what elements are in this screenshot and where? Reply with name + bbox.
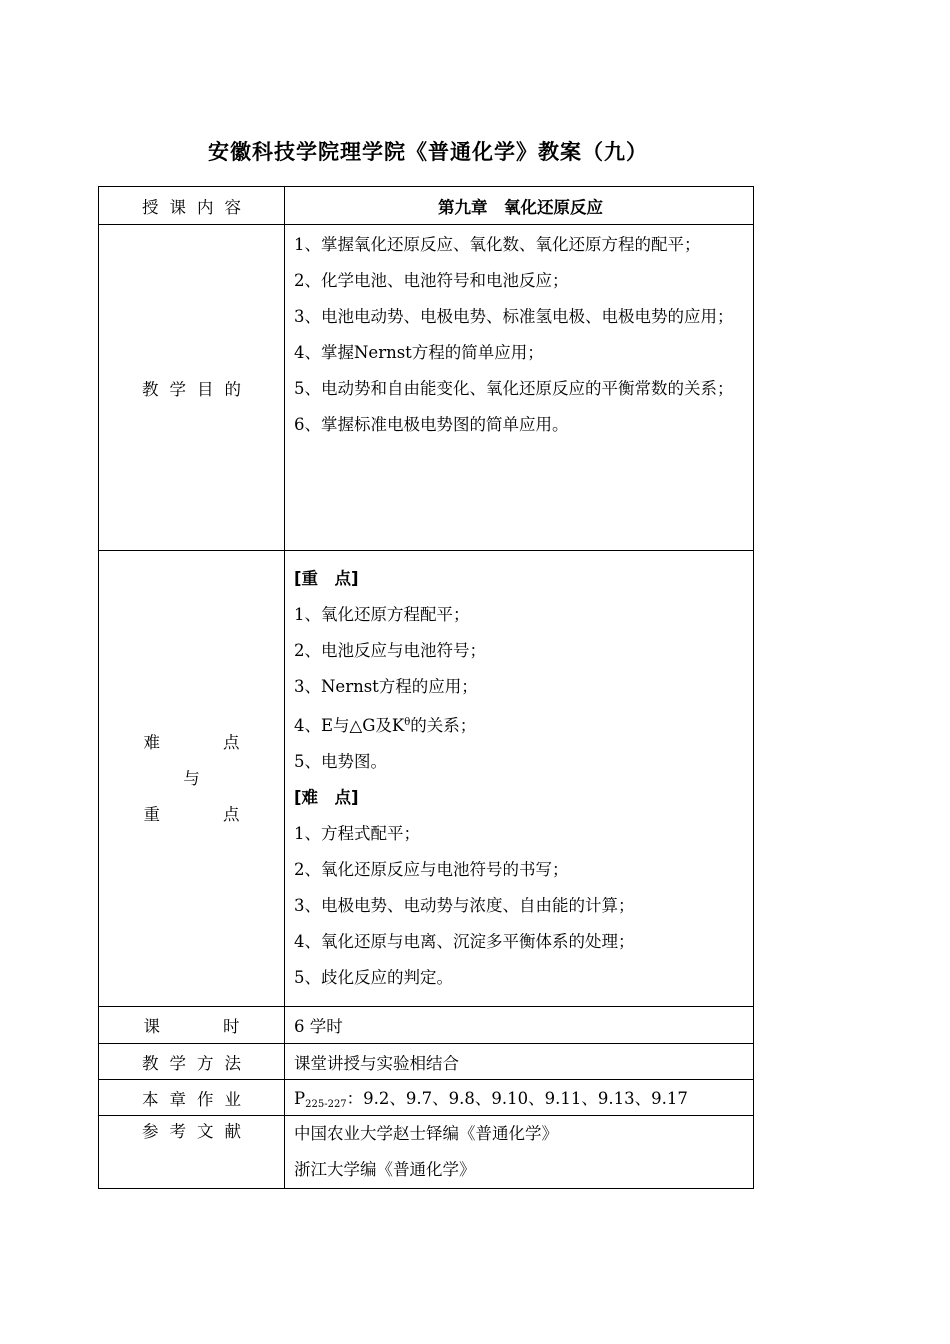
row-references xyxy=(99,1116,754,1189)
key-point-item: 2、电池反应与电池符号； xyxy=(294,641,486,660)
label-hours-char: 时 xyxy=(223,1017,240,1036)
key-point-item: 1、氧化还原方程配平； xyxy=(294,605,470,624)
objective-item: 1、掌握氧化还原反应、氧化数、氧化还原方程的配平； xyxy=(294,235,701,254)
objective-item: 6、掌握标准电极电势图的简单应用。 xyxy=(294,415,569,434)
label-topic xyxy=(99,187,285,225)
label-keypoints-char: 点 xyxy=(223,804,240,824)
label-objectives-text: 教学目的 xyxy=(142,379,252,399)
keypoints-list xyxy=(285,551,754,1007)
row-objectives xyxy=(99,225,754,551)
key-point-item: 3、Nernst方程的应用； xyxy=(294,677,478,696)
hours-value: 6 学时 xyxy=(285,1007,754,1044)
homework-value xyxy=(285,1080,754,1116)
row-hours xyxy=(99,1007,754,1044)
label-topic-text: 授课内容 xyxy=(142,197,252,217)
row-method xyxy=(99,1044,754,1080)
label-objectives xyxy=(99,225,285,551)
label-homework xyxy=(99,1080,285,1116)
objective-item: 2、化学电池、电池符号和电池反应； xyxy=(294,271,569,290)
chapter-title: 第九章 氧化还原反应 xyxy=(285,187,754,225)
label-keypoints-char: 与 xyxy=(183,768,200,788)
objectives-list xyxy=(285,225,754,551)
reference-item: 浙江大学编《普通化学》 xyxy=(294,1160,476,1179)
reference-item: 中国农业大学赵士铎编《普通化学》 xyxy=(294,1124,558,1143)
difficult-point-item: 2、氧化还原反应与电池符号的书写； xyxy=(294,860,569,879)
objective-item: 3、电池电动势、电极电势、标准氢电极、电极电势的应用； xyxy=(294,307,734,326)
difficult-point-item: 4、氧化还原与电离、沉淀多平衡体系的处理； xyxy=(294,932,635,951)
key-point-item-4-suffix: 的关系； xyxy=(410,716,477,735)
row-homework xyxy=(99,1080,754,1116)
lesson-plan-table xyxy=(98,186,754,1189)
method-value: 课堂讲授与实验相结合 xyxy=(285,1044,754,1080)
difficult-point-item: 5、歧化反应的判定。 xyxy=(294,968,453,987)
references-list xyxy=(285,1116,754,1189)
label-keypoints-char: 重 xyxy=(143,804,160,824)
label-keypoints xyxy=(99,551,285,1007)
difficult-point-item: 1、方程式配平； xyxy=(294,824,420,843)
label-hours xyxy=(99,1007,285,1044)
objective-item: 4、掌握Nernst方程的简单应用； xyxy=(294,343,544,362)
key-point-item: 5、电势图。 xyxy=(294,752,387,771)
row-keypoints xyxy=(99,551,754,1007)
difficult-points-header: [难 点] xyxy=(294,788,359,807)
label-keypoints-char: 点 xyxy=(223,732,240,752)
homework-exercises: ：9.2、9.7、9.8、9.10、9.11、9.13、9.17 xyxy=(346,1089,688,1108)
key-point-item xyxy=(294,705,747,744)
key-point-item-4-prefix: 4、E与△G及K xyxy=(294,716,405,735)
key-points-header: [重 点] xyxy=(294,569,359,588)
row-topic xyxy=(99,187,754,225)
label-keypoints-char: 难 xyxy=(143,732,160,752)
label-homework-text: 本章作业 xyxy=(142,1089,252,1109)
homework-prefix: P xyxy=(294,1089,306,1108)
label-method xyxy=(99,1044,285,1080)
label-hours-char: 课 xyxy=(143,1017,160,1036)
difficult-point-item: 3、电极电势、电动势与浓度、自由能的计算； xyxy=(294,896,635,915)
key-point-item-4-superscript: θ xyxy=(404,717,411,728)
homework-pages: 225-227 xyxy=(305,1099,347,1110)
label-references-text: 参考文献 xyxy=(142,1122,252,1141)
label-references xyxy=(99,1116,285,1189)
document-title: 安徽科技学院理学院《普通化学》教案（九） xyxy=(208,140,648,164)
objective-item: 5、电动势和自由能变化、氧化还原反应的平衡常数的关系； xyxy=(294,379,734,398)
label-method-text: 教学方法 xyxy=(142,1053,252,1073)
